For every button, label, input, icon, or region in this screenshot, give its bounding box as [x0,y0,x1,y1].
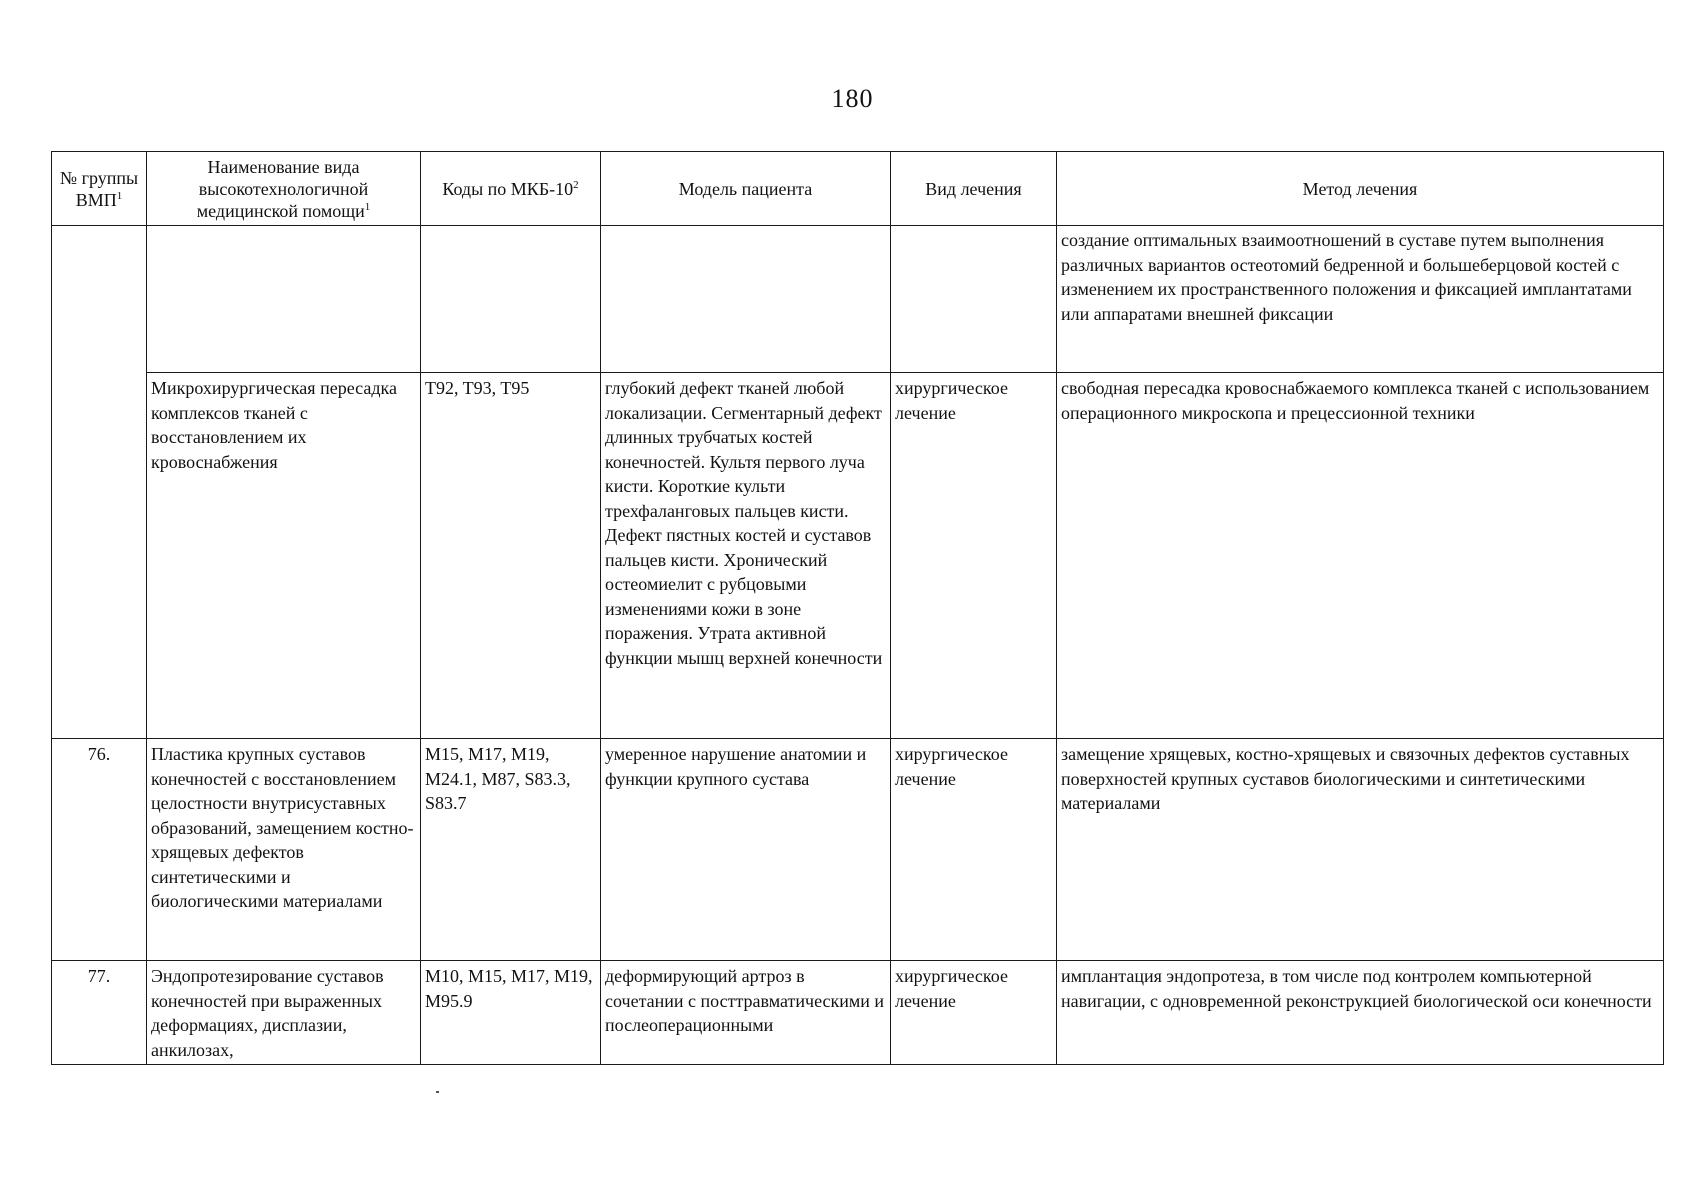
scan-mark [436,1091,439,1093]
header-treatment-type: Вид лечения [891,152,1057,226]
row-patient-model [601,226,891,373]
row-treatment-method: создание оптимальных взаимоотношений в суставе путем выполнения различных вариантов остеотомий бедренной и большеберцовой костей с изменением их пространственного положения и фиксацией имплантатами или аппаратами внешней фиксации [1057,226,1664,373]
row-patient-model: глубокий дефект тканей любой локализации. Сегментарный дефект длинных трубчатых костей конечностей. Культя первого луча кисти. Короткие культи трехфаланговых пальцев кисти. Дефект пястных костей и суставов пальцев кисти. Хронический остеомиелит с рубцовыми изменениями кожи в зоне поражения. Утрата активной функции мышц верхней конечности [601,373,891,739]
row-care-type: Пластика крупных суставов конечностей с восстановлением целостности внутрисуставных образований, замещением костно-хрящевых дефектов синтетическими и биологическими материалами [147,739,421,961]
row-patient-model: деформирующий артроз в сочетании с посттравматическими и послеоперационными [601,961,891,1065]
header-treatment-method: Метод лечения [1057,152,1664,226]
row-care-type [147,226,421,373]
row-care-type: Микрохирургическая пересадка комплексов тканей с восстановлением их кровоснабжения [147,373,421,739]
header-patient-model: Модель пациента [601,152,891,226]
table-header-row [52,152,1664,226]
page-number: 180 [831,84,874,113]
table-row [52,226,1664,373]
row-icd-codes [421,226,601,373]
row-care-type: Эндопротезирование суставов конечностей при выраженных деформациях, дисплазии, анкилозах, [147,961,421,1065]
row-treatment-method: свободная пересадка кровоснабжаемого комплекса тканей с использованием операционного микроскопа и прецессионной техники [1057,373,1664,739]
row-icd-codes: T92, T93, T95 [421,373,601,739]
row-number [52,226,147,739]
header-icd-codes: Коды по МКБ-$10^2$ [421,152,601,226]
row-treatment-type: хирургическое лечение [891,373,1057,739]
header-group-number: № группы ВМП$^1$ [52,152,147,226]
header-care-type: Наименование вида высокотехнологичной медицинской помощи$^1$ [147,152,421,226]
table-row [52,961,1664,1065]
row-treatment-method: замещение хрящевых, костно-хрящевых и связочных дефектов суставных поверхностей крупных суставов биологическими и синтетическими материалами [1057,739,1664,961]
row-treatment-type: хирургическое лечение [891,961,1057,1065]
row-icd-codes: M10, M15, M17, M19, M95.9 [421,961,601,1065]
row-treatment-type [891,226,1057,373]
row-patient-model: умеренное нарушение анатомии и функции крупного сустава [601,739,891,961]
table-row [52,373,1664,739]
vmp-table [51,151,1664,1065]
table-row [52,739,1664,961]
row-number: 77. [52,961,147,1065]
row-treatment-type: хирургическое лечение [891,739,1057,961]
row-number: 76. [52,739,147,961]
row-treatment-method: имплантация эндопротеза, в том числе под контролем компьютерной навигации, с одновременной реконструкцией биологической оси конечности [1057,961,1664,1065]
row-icd-codes: M15, M17, M19, M24.1, M87, S83.3, S83.7 [421,739,601,961]
